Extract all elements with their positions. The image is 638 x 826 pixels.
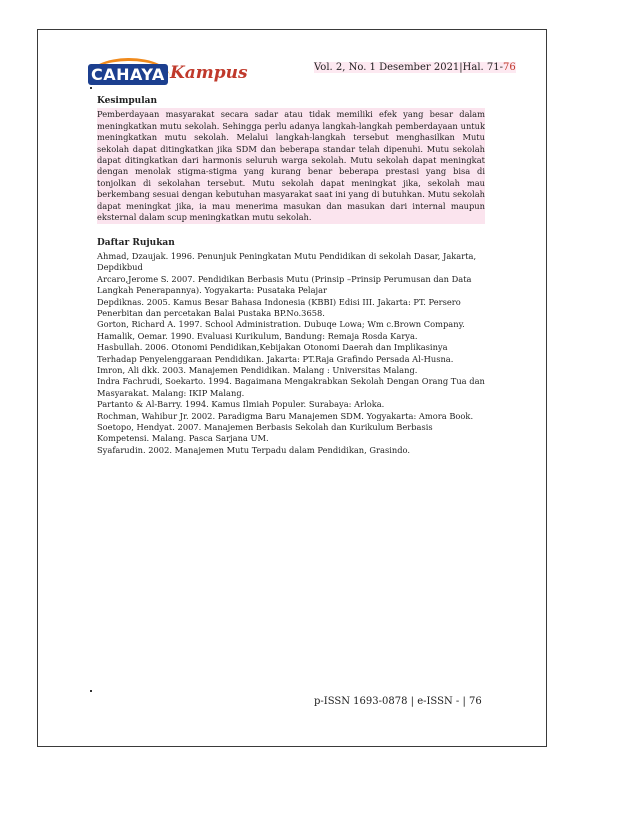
issn-footer: p-ISSN 1693-0878 | e-ISSN - | 76: [314, 696, 482, 707]
reference-item: Rochman, Wahibur Jr. 2002. Paradigma Baru Manajemen SDM. Yogyakarta: Amora Book.: [97, 410, 474, 421]
reference-item: Depdiknas. 2005. Kamus Besar Bahasa Indonesia (KBBI) Edisi III. Jakarta: PT. Persero Penerbitan dan percetakan Balai Pustaka BP.No.3658.: [97, 296, 461, 318]
journal-end-page: 76: [503, 62, 516, 73]
reference-item: Syafarudin. 2002. Manajemen Mutu Terpadu dalam Pendidikan, Grasindo.: [97, 444, 411, 455]
main-content: [97, 96, 485, 456]
stray-dot: [90, 690, 92, 692]
stray-dot: [90, 87, 92, 89]
reference-item: Soetopo, Hendyat. 2007. Manajemen Berbasis Sekolah dan Kurikulum Berbasis Kompetensi. Malang. Pasca Sarjana UM.: [97, 421, 433, 444]
reference-item: Imron, Ali dkk. 2003. Manajemen Pendidikan. Malang : Universitas Malang.: [97, 364, 418, 375]
reference-item: Hamalik, Oemar. 1990. Evaluasi Kurikulum, Bandung: Remaja Rosda Karya.: [97, 330, 418, 341]
reference-item: Indra Fachrudi, Soekarto. 1994. Bagaimana Mengakrabkan Sekolah Dengan Orang Tua dan Masyarakat. Malang: IKIP Malang.: [97, 376, 485, 398]
references-heading: Daftar Rujukan: [97, 238, 175, 249]
conclusion-heading: Kesimpulan: [97, 96, 157, 106]
reference-item: Hasbullah. 2006. Otonomi Pendidikan,Kebijakan Otonomi Daerah dan Implikasinya Terhadap Penyelenggaraan Pendidikan. Jakarta: PT.Raja Grafindo Persada Al-Husna.: [97, 342, 454, 364]
references-list: [97, 251, 485, 456]
logo-script: Kampus: [170, 63, 248, 83]
logo-brand: CAHAYA: [88, 64, 168, 85]
conclusion-paragraph: Pemberdayaan masyarakat secara sadar atau tidak memiliki efek yang besar dalam meningkatkan mutu sekolah. Sehingga perlu adanya langkah-langkah pemberdayaan untuk meningkatkan mutu sekolah. Melalui langkah-langkah tersebut menghasilkan Mutu sekolah dapat ditingkatkan jika SDM dan beberapa standar telah dipenuhi. Mutu sekolah dapat ditingkatkan dari harmonis seluruh warga sekolah. Mutu sekolah dapat meningkat dengan menolak stigma-stigma yang kurang benar beberapa prestasi yang bisa di tonjolkan di sekolahan tersebut. Mutu sekolah dapat meningkat jika, sekolah mau berkembang sesuai dengan kebutuhan masyarakat saat ini yang di butuhkan. Mutu sekolah dapat meningkat jika, ia mau menerima masukan dan masukan dari internal maupun eksternal dalam scup meningkatkan mutu sekolah.: [97, 108, 485, 224]
reference-item: Ahmad, Dzaujak. 1996. Penunjuk Peningkatan Mutu Pendidikan di sekolah Dasar, Jakarta, Depdikbud: [97, 250, 477, 273]
journal-reference: [314, 62, 516, 73]
journal-volume-text: Vol. 2, No. 1 Desember 2021|Hal. 71-: [314, 62, 503, 73]
reference-item: Gorton, Richard A. 1997. School Administration. Dubuqe Lowa; Wm c.Brown Company.: [97, 319, 465, 330]
reference-item: Partanto & Al-Barry. 1994. Kamus Ilmiah Populer. Surabaya: Arloka.: [97, 399, 385, 410]
journal-logo: [88, 58, 248, 94]
reference-item: Arcaro,Jerome S. 2007. Pendidikan Berbasis Mutu (Prinsip –Prinsip Perumusan dan Data Langkah Penerapannya). Yogyakarta: Pusataka Pelajar: [97, 273, 472, 296]
